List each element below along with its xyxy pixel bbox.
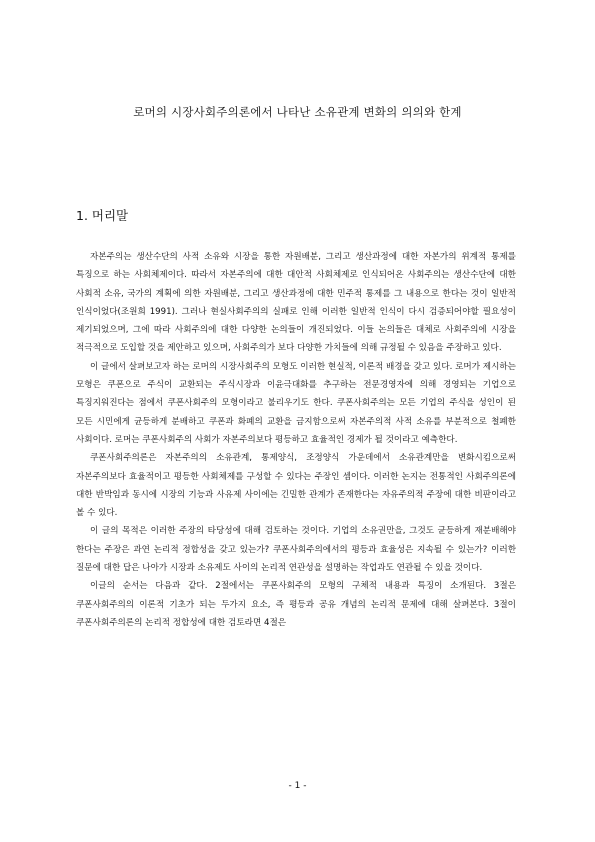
paragraph-5: 이글의 순서는 다음과 같다. 2절에서는 쿠폰사회주의 모형의 구체적 내용과 특징이 소개된다. 3절은 쿠폰사회주의의 이론적 기초가 되는 두가지 요소, 즉 평등과 공유 개념의 논리적 문제에 대해 살펴본다. 3절이 쿠폰사회주의론의 논리적 정합성에 대한 검토라면 4절은 xyxy=(76,581,516,628)
paragraph-2: 이 글에서 살펴보고자 하는 로머의 시장사회주의 모형도 이러한 현실적, 이론적 배경을 갖고 있다. 로머가 제시하는 모형은 쿠폰으로 주식이 교환되는 주식시장과 이윤극대화를 추구하는 전문경영자에 의해 경영되는 기업으로 특징지워진다는 점에서 쿠폰사회주의 모형이라고 불리우기도 한다. 쿠폰사회주의는 모든 기업의 주식을 성인이 된 모든 시민에게 균등하게 분배하고 쿠폰과 화폐의 교환을 금지함으로써 자본주의적 사적 소유를 부분적으로 철폐한 사회이다. 로머는 쿠폰사회주의 사회가 자본주의보다 평등하고 효율적인 경제가 될 것이라고 예측한다. xyxy=(76,361,516,445)
paragraph-1: 자본주의는 생산수단의 사적 소유와 시장을 통한 자원배분, 그리고 생산과정에 대한 자본가의 위계적 통제를 특징으로 하는 사회체제이다. 따라서 자본주의에 대한 대안적 사회체제로 인식되어온 사회주의는 생산수단에 대한 사회적 소유, 국가의 계획에 의한 자원배분, 그리고 생산과정에 대한 민주적 통제를 그 내용으로 한다는 것이 일반적 인식이었다(조원희 1991). 그러나 현실사회주의의 실패로 인해 이러한 일반적 인식이 다시 검증되어야할 필요성이 제기되었으며, 그에 따라 사회주의에 대한 다양한 논의들이 개진되었다. 이들 논의들은 대체로 사회주의에 시장을 적극적으로 도입할 것을 제안하고 있으며, 사회주의가 보다 다양한 가치들에 의해 규정될 수 있음을 주장하고 있다. xyxy=(76,252,516,354)
page-number: - 1 - xyxy=(288,781,307,791)
section-heading: 1. 머리말 xyxy=(76,208,129,223)
document-title: 로머의 시장사회주의론에서 나타난 소유관계 변화의 의의와 한계 xyxy=(133,105,462,119)
body-text xyxy=(76,248,516,632)
paragraph-4: 이 글의 목적은 이러한 주장의 타당성에 대해 검토하는 것이다. 기업의 소유권만을, 그것도 균등하게 재분배해야 한다는 주장은 과연 논리적 정합성을 갖고 있는가? 쿠폰사회주의에서의 평등과 효율성은 지속될 수 있는가? 이러한 질문에 대한 답은 나아가 시장과 소유제도 사이의 논리적 연관성을 설명하는 작업과도 연관될 수 있을 것이다. xyxy=(76,526,516,574)
paragraph-3: 쿠폰사회주의론은 자본주의의 소유관계, 통제양식, 조정양식 가운데에서 소유관계만을 변화시킴으로써 자본주의보다 효율적이고 평등한 사회체제를 구성할 수 있다는 주장인 셈이다. 이러한 논지는 전통적인 사회주의론에 대한 반박임과 동시에 시장의 기능과 사유제 사이에는 긴밀한 관계가 존재한다는 자유주의적 주장에 대한 비판이라고 볼 수 있다. xyxy=(76,453,516,519)
